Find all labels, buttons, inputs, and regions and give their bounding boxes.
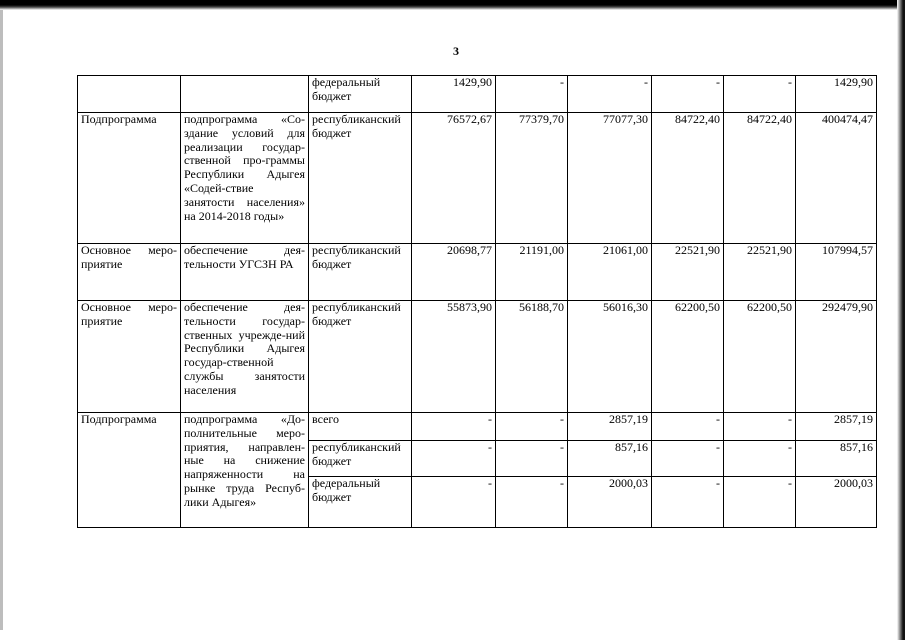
row-kind-cell: Подпрограмма	[78, 413, 181, 528]
value-cell: 22521,90	[652, 244, 724, 301]
row-title-cell: обеспечение дея-тельности УГСЗН РА	[181, 244, 309, 301]
value-cell: -	[412, 413, 496, 441]
value-cell: 62200,50	[724, 301, 796, 413]
total-cell: 1429,90	[796, 76, 877, 113]
value-cell: 77379,70	[496, 113, 568, 244]
total-cell: 400474,47	[796, 113, 877, 244]
value-cell: 20698,77	[412, 244, 496, 301]
value-cell: 84722,40	[652, 113, 724, 244]
value-cell: -	[496, 413, 568, 441]
funding-source-cell: республиканский бюджет	[309, 301, 412, 413]
row-kind-cell	[78, 76, 181, 113]
total-cell: 107994,57	[796, 244, 877, 301]
row-title-cell: обеспечение дея-тельности государ-ственных учрежде-ний Республики Адыгея государ-ственной службы занятости населения	[181, 301, 309, 413]
value-cell: 22521,90	[724, 244, 796, 301]
funding-source-cell: федеральный бюджет	[309, 477, 412, 528]
table-row	[78, 76, 877, 113]
table-row	[78, 301, 877, 413]
value-cell: 857,16	[568, 441, 652, 477]
total-cell: 2000,03	[796, 477, 877, 528]
total-cell: 857,16	[796, 441, 877, 477]
value-cell: -	[724, 441, 796, 477]
value-cell: -	[496, 477, 568, 528]
value-cell: 56016,30	[568, 301, 652, 413]
value-cell: -	[412, 441, 496, 477]
row-kind-cell: Основное меро-приятие	[78, 244, 181, 301]
scan-left-edge	[0, 10, 3, 630]
scan-right-edge	[897, 0, 905, 640]
value-cell: 76572,67	[412, 113, 496, 244]
value-cell: -	[496, 441, 568, 477]
value-cell: -	[496, 76, 568, 113]
value-cell: 2000,03	[568, 477, 652, 528]
value-cell: 21191,00	[496, 244, 568, 301]
row-kind-cell: Подпрограмма	[78, 113, 181, 244]
total-cell: 2857,19	[796, 413, 877, 441]
value-cell: -	[652, 76, 724, 113]
row-title-cell: подпрограмма «До-полнительные меро-приятия, направлен-ные на снижение напряженности на рынке труда Респуб-лики Адыгея»	[181, 413, 309, 528]
table-row	[78, 113, 877, 244]
value-cell: -	[652, 441, 724, 477]
funding-source-cell: республиканский бюджет	[309, 244, 412, 301]
value-cell: 62200,50	[652, 301, 724, 413]
value-cell: 2857,19	[568, 413, 652, 441]
value-cell: 77077,30	[568, 113, 652, 244]
value-cell: -	[724, 477, 796, 528]
value-cell: 1429,90	[412, 76, 496, 113]
value-cell: 84722,40	[724, 113, 796, 244]
value-cell: 21061,00	[568, 244, 652, 301]
value-cell: -	[724, 76, 796, 113]
value-cell: 55873,90	[412, 301, 496, 413]
funding-source-cell: федеральный бюджет	[309, 76, 412, 113]
value-cell: -	[412, 477, 496, 528]
value-cell: 56188,70	[496, 301, 568, 413]
funding-source-cell: всего	[309, 413, 412, 441]
value-cell: -	[652, 477, 724, 528]
row-title-cell: подпрограмма «Со-здание условий для реализации государ-ственной про-граммы Республики Адыгея «Содей-ствие занятости населения» на 2014-2018 годы»	[181, 113, 309, 244]
value-cell: -	[652, 413, 724, 441]
value-cell: -	[724, 413, 796, 441]
scan-top-edge	[0, 0, 905, 10]
page-number: 3	[453, 44, 459, 58]
budget-table	[77, 75, 877, 528]
funding-source-cell: республиканский бюджет	[309, 441, 412, 477]
row-kind-cell: Основное меро-приятие	[78, 301, 181, 413]
row-title-cell	[181, 76, 309, 113]
funding-source-cell: республиканский бюджет	[309, 113, 412, 244]
value-cell: -	[568, 76, 652, 113]
table-row	[78, 413, 877, 441]
table-row	[78, 244, 877, 301]
total-cell: 292479,90	[796, 301, 877, 413]
